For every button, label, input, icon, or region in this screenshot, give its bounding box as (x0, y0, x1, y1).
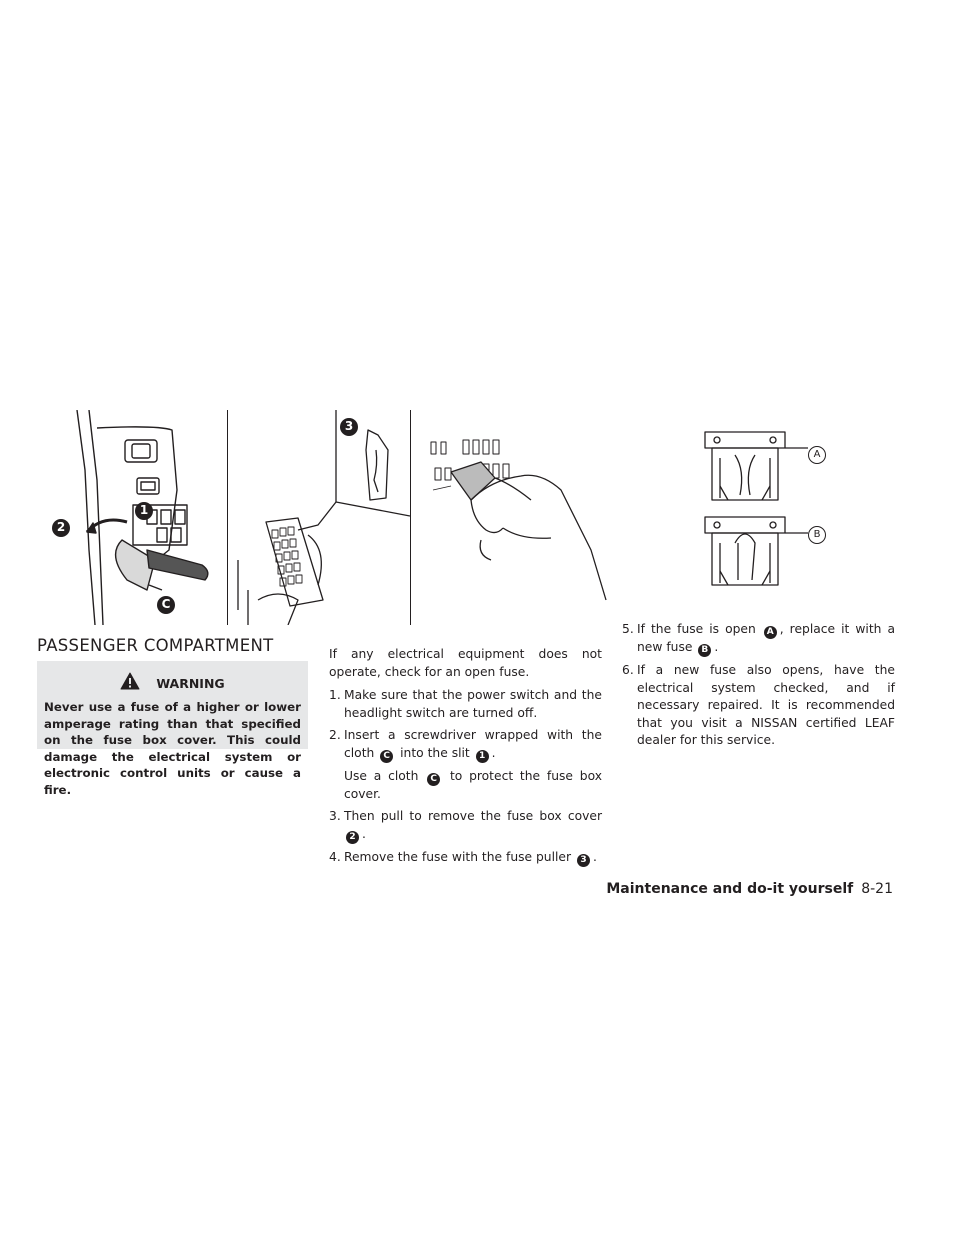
callout-a: A (808, 446, 826, 464)
page-footer (600, 878, 893, 897)
footer-chapter-title: Maintenance and do-it yourself (606, 881, 854, 897)
warning-triangle-icon (120, 672, 140, 694)
callout-3: 3 (338, 414, 361, 436)
section-title: PASSENGER COMPARTMENT (37, 636, 274, 655)
step-5: 5. If the fuse is open A , replace it with a new fuse B . (622, 622, 895, 655)
step-2-note: Use a cloth C to protect the fuse box cover. (344, 768, 602, 801)
warning-header (37, 671, 308, 695)
figure-fuse-box-cover (37, 410, 225, 625)
callout-b: B (808, 526, 826, 544)
callout-2: 2 (50, 515, 73, 537)
step-2: 2. Insert a screwdriver wrapped with the cloth C into the slit 1 . (329, 728, 602, 761)
callout-c-icon: C (380, 750, 393, 763)
figure-hand-pulling-fuse (411, 410, 611, 625)
instructions-column-2 (622, 621, 895, 755)
callout-b-icon: B (698, 644, 711, 657)
instructions-column-1 (329, 646, 602, 872)
callout-1-icon: 1 (476, 750, 489, 763)
step-3: 3. Then pull to remove the fuse box cover 2 . (329, 809, 602, 842)
page-number: 8-21 (861, 881, 893, 897)
figure-fuse-open-new (690, 410, 840, 625)
warning-label: WARNING (156, 675, 225, 691)
callout-c: C (155, 592, 178, 614)
warning-text: Never use a fuse of a higher or lower amperage rating than that specified on the fuse box cover. This could damage the electrical system or electronic control units or cause a fire. (44, 700, 301, 797)
figure-fuse-puller (228, 410, 410, 625)
callout-3-icon: 3 (577, 854, 590, 867)
step-6: 6. If a new fuse also opens, have the electrical system checked, and if necessary repaired. It is recommended that you visit a NISSAN certified LEAF dealer for this service. (622, 663, 895, 747)
callout-a-icon: A (764, 626, 777, 639)
intro-text: If any electrical equipment does not operate, check for an open fuse. (329, 647, 602, 679)
step-1: 1. Make sure that the power switch and the headlight switch are turned off. (329, 688, 602, 720)
callout-c-icon: C (427, 773, 440, 786)
step-4: 4. Remove the fuse with the fuse puller 3 . (329, 849, 597, 865)
warning-box (37, 661, 308, 797)
callout-1: 1 (133, 498, 156, 520)
callout-2-icon: 2 (346, 831, 359, 844)
